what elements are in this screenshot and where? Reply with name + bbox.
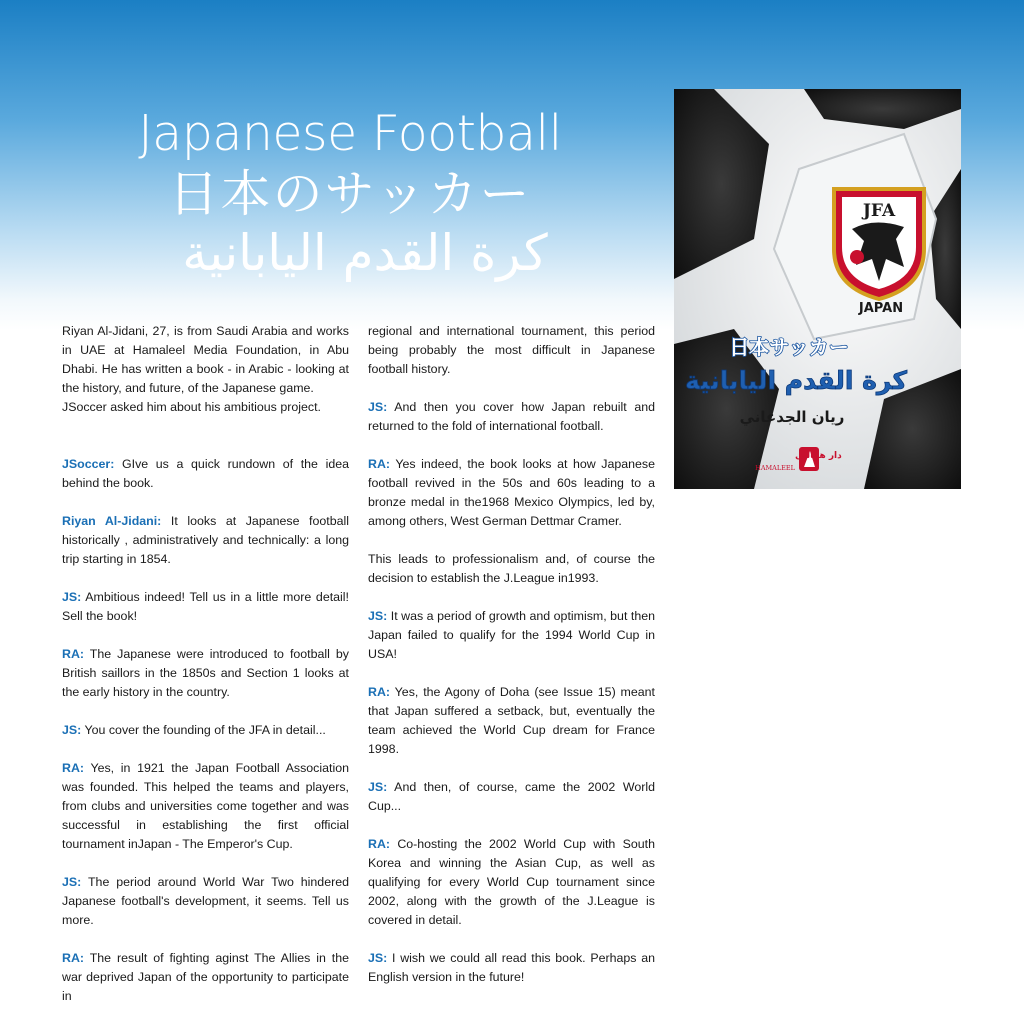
article-column-2: [368, 322, 655, 987]
speaker-label: JS:: [62, 590, 82, 604]
speaker-label: JS:: [368, 400, 388, 414]
book-cover: [674, 89, 961, 489]
qa-item: [368, 778, 655, 816]
qa-item: [368, 398, 655, 436]
page-title-english: Japanese Football: [138, 105, 562, 162]
article-column-1: [62, 322, 349, 1006]
speaker-label: RA:: [62, 951, 85, 965]
speaker-label: JS:: [62, 723, 82, 737]
qa-text: Yes, in 1921 the Japan Football Association was founded. This helped the teams and players, from clubs and universities come together and was successful in establishing the first official tournament inJapan - The Emperor's Cup.: [62, 761, 349, 851]
publisher-english: HAMALEEL: [755, 464, 795, 472]
qa-item: [368, 949, 655, 987]
qa-item: [62, 588, 349, 626]
publisher-arabic: دار هماليل: [795, 451, 842, 461]
qa-item: [368, 683, 655, 759]
qa-text: And then, of course, came the 2002 World Cup...: [368, 780, 655, 813]
qa-text: This leads to professionalism and, of course the decision to establish the J.League in1993.: [368, 552, 655, 585]
qa-item: [62, 512, 349, 569]
qa-item: [62, 759, 349, 854]
intro-paragraph: [62, 322, 349, 417]
qa-text: Yes indeed, the book looks at how Japanese football revived in the 50s and 60s leading to a bronze medal in the1968 Mexico Olympics, led by, among others, West German Dettmar Cramer.: [368, 457, 655, 528]
speaker-label: RA:: [368, 457, 391, 471]
cover-title-arabic: كرة القدم اليابانية: [684, 366, 908, 395]
speaker-label: JS:: [368, 951, 388, 965]
qa-text: It was a period of growth and optimism, but then Japan failed to qualify for the 1994 World Cup in USA!: [368, 609, 655, 661]
qa-text: Yes, the Agony of Doha (see Issue 15) meant that Japan suffered a setback, but, eventually the team achieved the World Cup dream for France 1998.: [368, 685, 655, 756]
qa-item: [62, 721, 349, 740]
qa-text: Co-hosting the 2002 World Cup with South Korea and winning the Asian Cup, as well as qualifying for every World Cup tournament since 2002, along with the growth of the J.League is covered in detail.: [368, 837, 655, 927]
intro-line-2: JSoccer asked him about his ambitious project.: [62, 400, 321, 414]
qa-text: Ambitious indeed! Tell us in a little more detail! Sell the book!: [62, 590, 349, 623]
qa-item: [368, 322, 655, 379]
speaker-label: JS:: [62, 875, 82, 889]
qa-item: [368, 607, 655, 664]
qa-item: [62, 645, 349, 702]
qa-text: It looks at Japanese football historically , administratively and technically: a long trip starting in 1854.: [62, 514, 349, 566]
cover-title-japanese: 日本サッカー: [729, 335, 849, 359]
speaker-label: RA:: [62, 647, 85, 661]
qa-item: [62, 949, 349, 1006]
intro-line-1: Riyan Al-Jidani, 27, is from Saudi Arabia and works in UAE at Hamaleel Media Foundation, in Abu Dhabi. He has written a book - in Arabic - looking at the history, and future, of the Japanese game.: [62, 324, 349, 395]
qa-text: You cover the founding of the JFA in detail...: [81, 723, 326, 737]
qa-item: [62, 455, 349, 493]
qa-text: GIve us a quick rundown of the idea behind the book.: [62, 457, 349, 490]
emblem-country: JAPAN: [858, 301, 904, 316]
emblem-letters: JFA: [862, 201, 896, 221]
qa-text: regional and international tournament, this period being probably the most difficult in Japanese football history.: [368, 324, 655, 376]
qa-item: [368, 835, 655, 930]
speaker-label: Riyan Al-Jidani:: [62, 514, 162, 528]
book-cover-art: [674, 89, 961, 489]
speaker-label: RA:: [368, 685, 391, 699]
qa-text: The result of fighting aginst The Allies in the war deprived Japan of the opportunity to participate in: [62, 951, 349, 1003]
cover-author: ريان الجدعاني: [739, 408, 845, 426]
qa-item: [62, 873, 349, 930]
speaker-label: RA:: [368, 837, 391, 851]
qa-text: The Japanese were introduced to football by British saillors in the 1850s and Section 1 looks at the early history in the country.: [62, 647, 349, 699]
qa-item: [368, 550, 655, 588]
qa-text: And then you cover how Japan rebuilt and returned to the fold of international football.: [368, 400, 655, 433]
qa-text: I wish we could all read this book. Perhaps an English version in the future!: [368, 951, 655, 984]
qa-item: [368, 455, 655, 531]
speaker-label: JS:: [368, 609, 388, 623]
page-title-arabic: كرة القدم اليابانية: [182, 224, 548, 282]
page-title-japanese: 日本のサッカー: [168, 165, 532, 223]
speaker-label: JS:: [368, 780, 388, 794]
speaker-label: JSoccer:: [62, 457, 115, 471]
qa-text: The period around World War Two hindered Japanese football's development, it seems. Tell us more.: [62, 875, 349, 927]
speaker-label: RA:: [62, 761, 85, 775]
